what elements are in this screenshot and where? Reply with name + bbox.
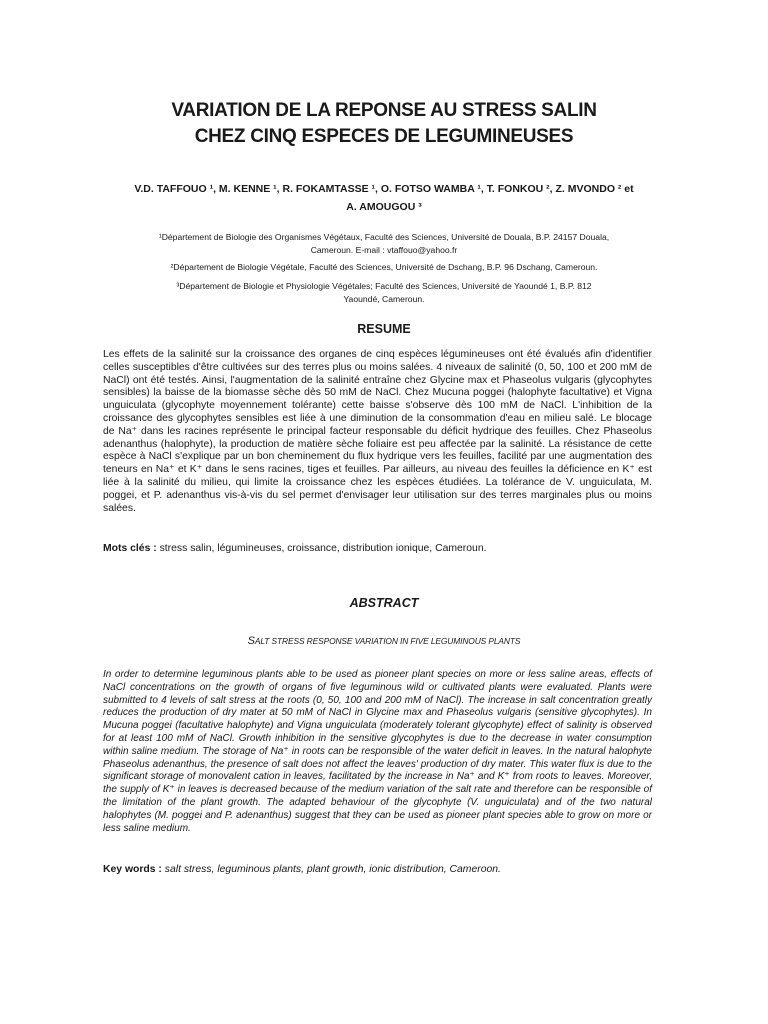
key-words-label: Key words : [103,864,162,875]
key-words [103,864,652,875]
affiliation-2 [100,261,668,274]
key-words-text: salt stress, leguminous plants, plant growth, ionic distribution, Cameroon. [161,864,501,875]
affiliation-2-line-1: ²Département de Biologie Végétale, Faculté des Sciences, Université de Dschang, B.P. 96 Dschang, Cameroun. [170,262,598,272]
title-line-1: VARIATION DE LA REPONSE AU STRESS SALIN [171,100,597,121]
affiliation-3-line-2: Yaoundé, Cameroun. [343,294,425,304]
authors-line-2: A. AMOUGOU ³ [346,201,422,213]
affiliation-3-line-1: ³Département de Biologie et Physiologie Végétales; Faculté des Sciences, Université de Yaoundé 1, B.P. 812 [176,281,592,291]
abstract-text: In order to determine leguminous plants able to be used as pioneer plant species on more or less saline areas, effects of NaCl concentrations on the growth of organs of five leguminous wild or cultivated plants were evaluated. Plants were submitted to 4 levels of salt stress at the roots (0, 50, 100 and 200 mM of NaCl). The increase in salt concentration greatly reduces the production of dry mater at 50 mM of NaCl in Glycine max and Phaseolus vulgaris (sensitive glycophytes). In Mucuna poggei (facultative halophyte) and Vigna unguiculata (moderately tolerant glycophyte) effect of salinity is observed for at least 100 mM of NaCl. Growth inhibition in the sensitive glycophytes is due to the decrease in water consumption within saline medium. The storage of Na⁺ in roots can be responsible of the water deficit in leaves. In the natural halophyte Phaseolus adenanthus, the presence of salt does not affect the leaves' production of dry mater. This water flux is due to the significant storage of monovalent cation in leaves, facilitated by the increase in Na⁺ and K⁺ from roots to leaves. Moreover, the supply of K⁺ in leaves is decreased because of the medium variation of the salt rate and therefore can be responsible of the limitation of the plant growth. The adapted behaviour of the glycophyte (V. unguiculata) and of the two natural halophytes (M. poggei and P. adenanthus) suggest that they can be used as pioneer plant species able to grow on more or less saline medium. [103,669,652,834]
abstract-subtitle [0,635,768,647]
resume-heading: RESUME [357,322,411,336]
affiliation-1 [100,231,668,257]
abstract-heading: ABSTRACT [349,596,419,610]
paper-title [0,98,768,150]
mots-cles-text: stress salin, légumineuses, croissance, distribution ionique, Cameroun. [156,543,487,554]
title-line-2: CHEZ CINQ ESPECES DE LEGUMINEUSES [194,126,574,147]
authors-line-1: V.D. TAFFOUO ¹, M. KENNE ¹, R. FOKAMTASSE ¹, O. FOTSO WAMBA ¹, T. FONKOU ², Z. MVONDO ² et [134,183,634,195]
abstract-subtitle-rest: ALT STRESS RESPONSE VARIATION IN FIVE LEGUMINOUS PLANTS [254,636,521,646]
affiliation-1-line-2: Cameroun. E-mail : vtaffouo@yahoo.fr [310,245,458,255]
resume-text: Les effets de la salinité sur la croissance des organes de cinq espèces légumineuses ont été évalués afin d'identifier celles susceptibles d'être cultivées sur des terres plus ou moins salées. 4 niveaux de salinité (0, 50, 100 et 200 mM de NaCl) ont été testés. Ainsi, l'augmentation de la salinité entraîne chez Glycine max et Phaseolus vulgaris (glycophytes sensibles) la baisse de la biomasse sèche dès 50 mM de NaCl. Chez Mucuna poggei (halophyte facultative) et Vigna unguiculata (glycophyte moyennement tolérante) cette baisse s'observe dès 100 mM de NaCl. L'inhibition de la croissance des glycophytes sensibles est liée à une diminution de la consommation d'eau en milieu salé. Le blocage de Na⁺ dans les racines représente le principal facteur responsable du déficit hydrique des feuilles. Chez Phaseolus adenanthus (halophyte), la production de matière sèche foliaire est peu affectée par la salinité. La résistance de cette espèce à NaCl s'explique par un bon cheminement du flux hydrique vers les feuilles, facilité par une augmentation des teneurs en Na⁺ et K⁺ dans le sens racines, tiges et feuilles. Par ailleurs, au niveau des feuilles la déficience en K⁺ est liée à la salinité du milieu, qui limite la croissance chez les espèces étudiées. La tolérance de V. unguiculata, M. poggei, et P. adenanthus vis-à-vis du sel permet d'envisager leur utilisation sur des terres marginales plus ou moins salées. [103,349,652,514]
abstract-subtitle-initial: S [247,635,255,647]
author-list [100,180,668,216]
affiliation-1-line-1: ¹Département de Biologie des Organismes Végétaux, Faculté des Sciences, Université de Douala, B.P. 24157 Douala, [158,232,610,242]
affiliation-3 [100,280,668,306]
mots-cles [103,543,652,554]
mots-cles-label: Mots clés : [103,543,157,554]
